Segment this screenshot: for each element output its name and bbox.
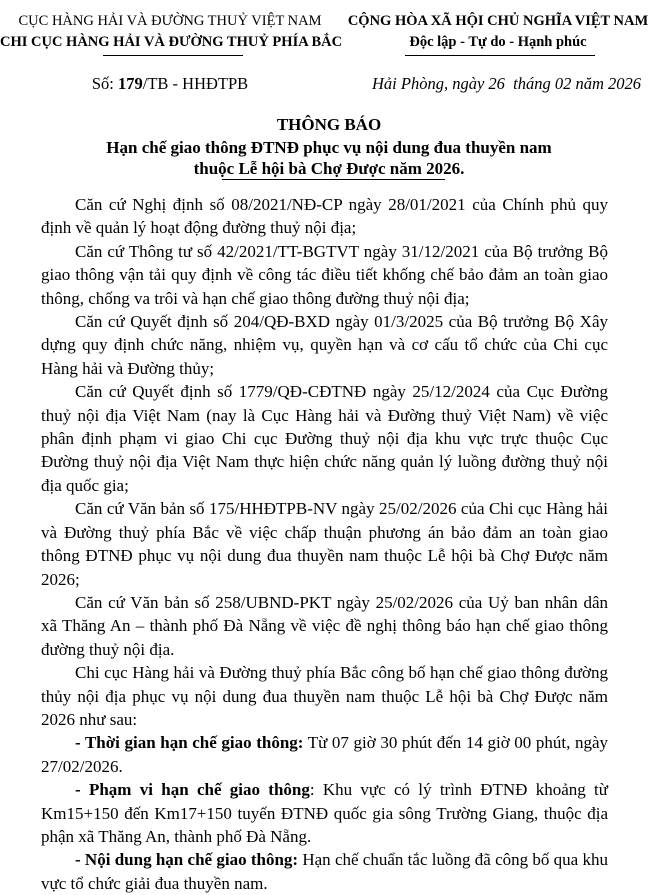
restriction-content (41, 848, 608, 895)
title-heading: THÔNG BÁO (276, 115, 382, 134)
number-prefix: Số: (91, 74, 118, 93)
legal-basis-paragraph: Căn cứ Quyết định số 1779/QĐ-CĐTNĐ ngày 25/12/2024 của Cục Đường thuỷ nội địa Việt Nam (nay là Cục Hàng hải và Đường thuỷ Việt Nam) về việc phân định phạm vi giao Chi cục Đường thuỷ nội địa khu vực trực thuộc Cục Đường thuỷ nội địa Việt Nam thực hiện chức năng quản lý luồng đường thuỷ nội địa quốc gia; (41, 382, 608, 495)
restriction-time (41, 731, 608, 778)
number-value: 179 (117, 74, 143, 93)
item-label: - Phạm vi hạn chế giao thông (75, 780, 310, 800)
legal-basis-paragraph: Căn cứ Văn bản số 258/UBND-PKT ngày 25/02/2026 của Uỷ ban nhân dân xã Thăng An – thành phố Đà Nẵng về việc đề nghị thông báo hạn chế giao thông đường thuỷ nội địa. (41, 592, 608, 659)
document-number (0, 74, 340, 94)
number-suffix: /TB - HHĐTPB (142, 74, 249, 93)
title-subject-line2: thuộc Lễ hội bà Chợ Được năm 2026. (193, 159, 465, 178)
motto-underline (405, 55, 595, 56)
legal-basis-paragraph: Căn cứ Nghị định số 08/2021/NĐ-CP ngày 28/01/2021 của Chính phủ quy định về quản lý hoạt động đường thuỷ nội địa; (41, 195, 608, 238)
agency-parent: CỤC HÀNG HẢI VÀ ĐƯỜNG THUỶ VIỆT NAM (18, 13, 322, 29)
item-label: - Thời gian hạn chế giao thông: (75, 733, 304, 753)
legal-basis-paragraph: Căn cứ Quyết định số 204/QĐ-BXD ngày 01/3/2025 của Bộ trưởng Bộ Xây dựng quy định chức năng, nhiệm vụ, quyền hạn và cơ cấu tổ chức của Chi cục Hàng hải và Đường thủy; (41, 312, 608, 378)
item-label: - Nội dung hạn chế giao thông: (75, 850, 299, 870)
legal-basis-paragraph: Căn cứ Văn bản số 175/HHĐTPB-NV ngày 25/02/2026 của Chi cục Hàng hải và Đường thuỷ phía Bắc về việc chấp thuận phương án bảo đảm an toàn giao thông ĐTNĐ phục vụ nội dung đua thuyền nam thuộc Lễ hội bà Chợ Được năm 2026; (41, 499, 608, 589)
announcement-paragraph: Chi cục Hàng hải và Đường thuỷ phía Bắc công bố hạn chế giao thông đường thủy nội địa phục vụ nội dung đua thuyền nam thuộc Lễ hội bà Chợ Được năm 2026 như sau: (41, 663, 608, 729)
title-underline (222, 179, 445, 180)
place-date: Hải Phòng, ngày 26 tháng 02 năm 2026 (372, 74, 642, 93)
motto: Độc lập - Tự do - Hạnh phúc (409, 34, 587, 50)
agency-underline (103, 55, 243, 56)
item-text: Hạn chế chuẩn tắc luồng đã công bố qua khu vực tổ chức giải đua thuyền nam. (41, 850, 608, 893)
document-body (41, 193, 608, 895)
agency-name: CHI CỤC HÀNG HẢI VÀ ĐƯỜNG THUỶ PHÍA BẮC (0, 34, 343, 50)
nation-name: CỘNG HÒA XÃ HỘI CHỦ NGHĨA VIỆT NAM (347, 13, 649, 29)
title-subject-line1: Hạn chế giao thông ĐTNĐ phục vụ nội dung đua thuyền nam (106, 138, 552, 157)
item-text: : Khu vực có lý trình ĐTNĐ khoảng từ Km15+150 đến Km17+150 tuyến ĐTNĐ quốc gia sông Trường Giang, thuộc địa phận xã Thăng An, thành phố Đà Nẵng. (41, 780, 608, 846)
item-text: Từ 07 giờ 30 phút đến 14 giờ 00 phút, ngày 27/02/2026. (41, 733, 608, 776)
legal-basis-paragraph: Căn cứ Thông tư số 42/2021/TT-BGTVT ngày 31/12/2021 của Bộ trưởng Bộ giao thông vận tải quy định về công tác điều tiết khống chế bảo đảm an toàn giao thông, chống va trôi và hạn chế giao thông đường thuỷ nội địa; (41, 241, 608, 308)
restriction-scope (41, 778, 608, 848)
